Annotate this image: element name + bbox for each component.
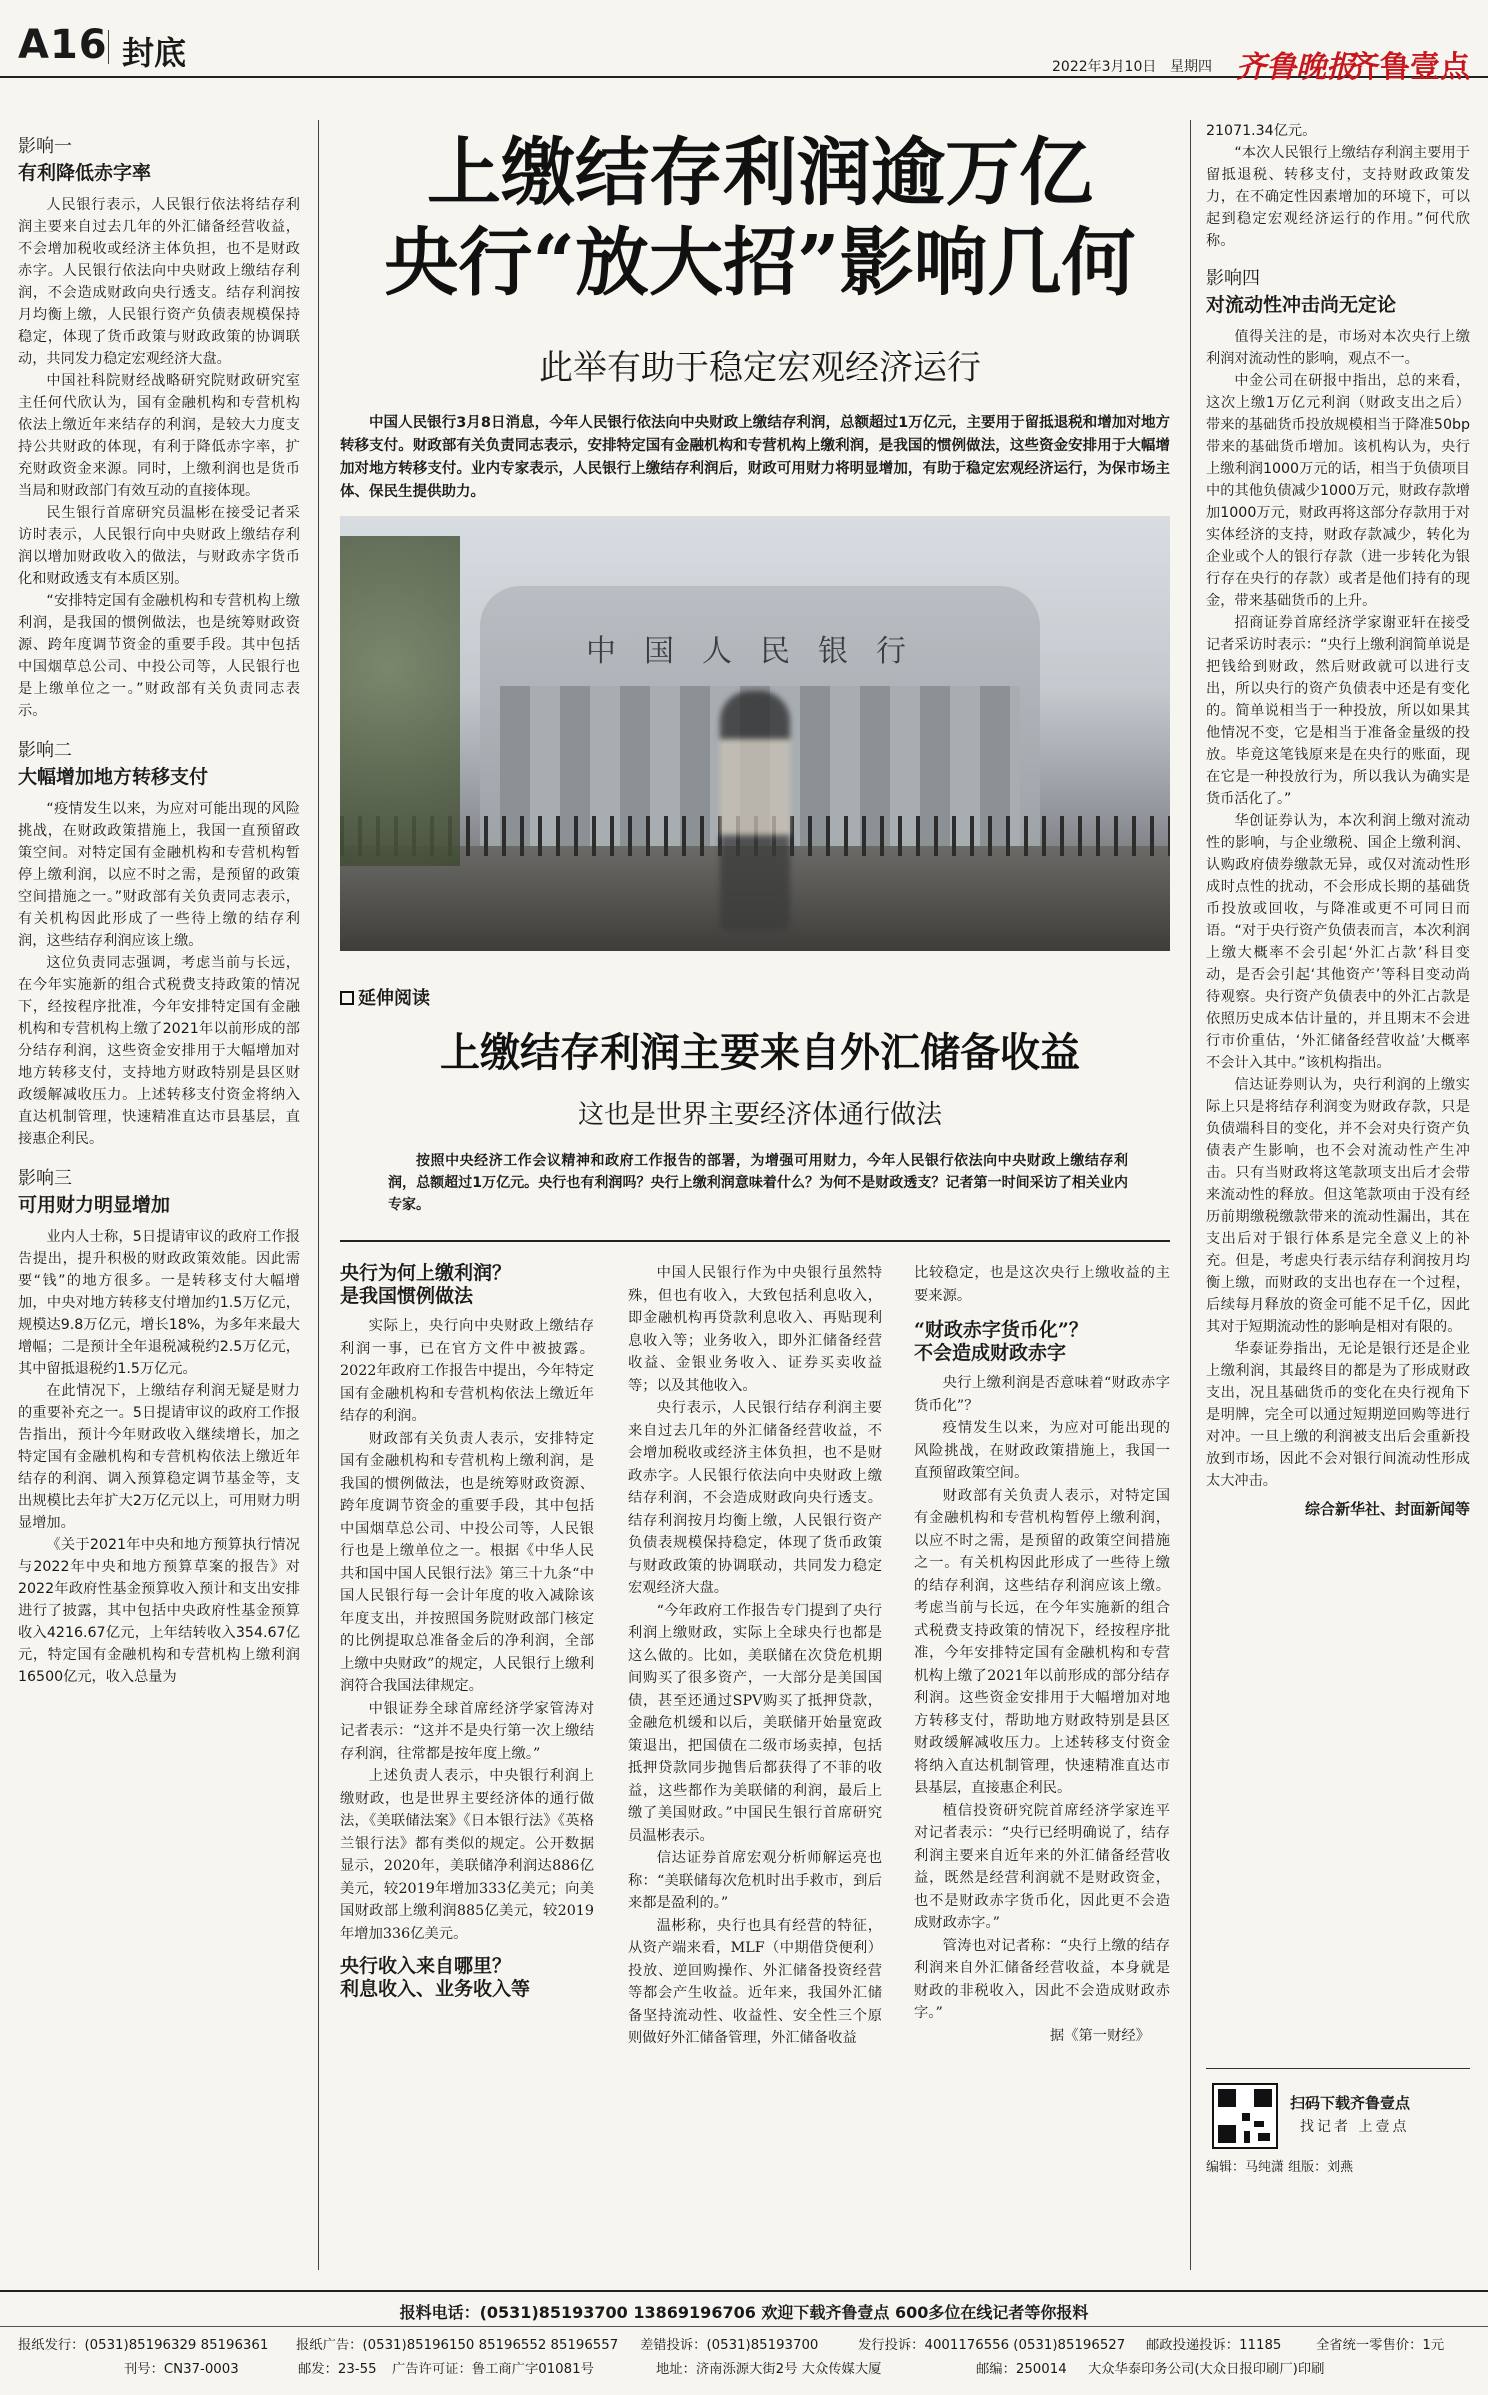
footer-info: 地址：济南泺源大街2号 大众传媒大厦 <box>656 2362 882 2377</box>
footer-info: 差错投诉：(0531)85193700 <box>640 2338 819 2353</box>
headline-line-1: 上缴结存利润逾万亿 <box>427 130 1093 216</box>
paragraph: 实际上，央行向中央财政上缴结存利润一事，已在官方文件中被披露。2022年政府工作报告中提出，今年特定国有金融机构和专营机构依法上缴近年结存的利润。 <box>340 1318 594 1424</box>
article-source: 据《第一财经》 <box>1049 2027 1150 2044</box>
section-heading: 对流动性冲击尚无定论 <box>1206 294 1397 316</box>
paragraph: 上述负责人表示，中央银行利润上缴财政，也是世界主要经济体的通行做法，《美联储法案》《日本银行法》《英格兰银行法》都有类似的规定。公开数据显示，2020年，美联储净利润达886亿美元，较2019年增加333亿美元；向美国财政部上缴利润885亿美元，较2019年增加336亿美元。 <box>340 1768 594 1942</box>
paragraph: 人民银行表示，人民银行依法将结存利润主要来自过去几年的外汇储备经营收益，不会增加税收或经济主体负担，也不是财政赤字。人民银行依法向中央财政上缴结存利润，不会造成财政向央行透支。结存利润按月均衡上缴，人民银行资产负债表规模保持稳定，体现了货币政策与财政政策的协调联动，共同发力稳定宏观经济大盘。 <box>18 197 300 367</box>
section-kicker: 影响二 <box>18 740 72 761</box>
footer-info: 广告许可证：鲁工商广字01081号 <box>392 2362 594 2377</box>
headline-line-2: 央行“放大招”影响几何 <box>384 220 1136 306</box>
paragraph: 民生银行首席研究员温彬在接受记者采访时表示，人民银行向中央财政上缴结存利润以增加财政收入的做法，与财政赤字货币化和财政透支有本质区别。 <box>18 505 300 587</box>
page-header <box>0 0 1488 85</box>
paragraph: 值得关注的是，市场对本次央行上缴利润对流动性的影响，观点不一。 <box>1206 329 1470 367</box>
qr-code[interactable] <box>1212 2083 1278 2149</box>
paragraph: 21071.34亿元。 <box>1206 123 1317 139</box>
divider <box>340 1240 1170 1242</box>
paragraph: 央行表示，人民银行结存利润主要来自过去几年的外汇储备经营收益，不会增加税收或经济主体负担，也不是财政赤字。人民银行依法向中央财政上缴结存利润，不会造成财政向央行透支。结存利润按月均衡上缴，人民银行资产负债表规模保持稳定，体现了货币政策与财政政策的协调联动，共同发力稳定宏观经济大盘。 <box>628 1400 882 1596</box>
square-icon <box>340 991 354 1005</box>
answer-heading: 利息收入、业务收入等 <box>340 1977 531 2000</box>
column-rule <box>1190 120 1191 2270</box>
tree <box>340 536 460 866</box>
paragraph: 财政部有关负责人表示，安排特定国有金融机构和专营机构上缴利润，是我国的惯例做法，也是统筹财政资源、跨年度调节资金的重要手段，其中包括中国烟草总公司、中投公司等，人民银行也是上缴单位之一。根据《中华人民共和国中国人民银行法》第三十九条“中国人民银行每一会计年度的收入减除该年度支出，并按照国务院财政部门核定的比例提取总准备金后的净利润，全部上缴中央财政”的规定，人民银行上缴利润符合我国法律规定。 <box>340 1430 594 1694</box>
page-footer <box>0 2290 1488 2395</box>
paragraph: 管涛也对记者称：“央行上缴的结存利润来自外汇储备经营收益，本身就是财政的非税收入，因此不会造成财政赤字。” <box>914 1937 1170 2021</box>
pedestrian <box>720 691 790 931</box>
headline-subtitle: 此举有助于稳定宏观经济运行 <box>539 348 981 388</box>
paragraph: 《关于2021年中央和地方预算执行情况与2022年中央和地方预算草案的报告》对2022年政府性基金预算收入预计和支出安排进行了披露，其中包括中央政府性基金预算收入4216.67亿元，上年结转收入354.67亿元，特定国有金融机构和专营机构上缴利润16500亿元，收入总量为 <box>18 1537 300 1685</box>
footer-info: 发行投诉：4001176556 (0531)85196527 <box>858 2338 1126 2353</box>
page-number: A16 <box>18 22 108 68</box>
paragraph: 信达证券首席宏观分析师解运亮也称：“美联储每次危机时出手救市，到后来都是盈利的。” <box>628 1850 882 1911</box>
divider <box>1206 2068 1470 2069</box>
section-heading: 大幅增加地方转移支付 <box>18 766 209 788</box>
footer-info: 全省统一零售价：1元 <box>1316 2338 1445 2353</box>
qr-caption: 扫码下载齐鲁壹点 <box>1290 2094 1411 2112</box>
answer-heading: 不会造成财政赤字 <box>914 1341 1067 1364</box>
footer-info: 邮发：23-55 <box>298 2362 377 2377</box>
section-heading: 有利降低赤字率 <box>18 162 152 184</box>
paragraph: 温彬称，央行也具有经营的特征，从资产端来看，MLF（中期借贷便利）投放、逆回购操作、外汇储备投资经营等都会产生收益。近年来，我国外汇储备坚持流动性、收益性、安全性三个原则做好外汇储备管理，外汇储备收益 <box>628 1917 882 2046</box>
section-kicker: 影响三 <box>18 1168 72 1189</box>
divider <box>0 2326 1488 2327</box>
paragraph: 招商证券首席经济学家谢亚轩在接受记者采访时表示：“央行上缴利润简单说是把钱给到财政，然后财政就可以进行支出，所以央行的资产负债表中还是有变化的。简单说相当于一种投放，所以如果其他情况不变，它是相当于准备金量级的投放。毕竟这笔钱原来是在央行的账面，现在它是一种投放行为，所以我认为确实是货币活化了。” <box>1206 615 1470 807</box>
extended-lead: 按照中央经济工作会议精神和政府工作报告的部署，为增强可用财力，今年人民银行依法向中央财政上缴结存利润，总额超过1万亿元。央行也有利润吗？央行上缴利润意味着什么？为何不是财政透支？记者第一时间采访了相关业内专家。 <box>388 1153 1128 1213</box>
editor-credit: 编辑：马纯潇 组版：刘燕 <box>1206 2160 1354 2175</box>
paragraph: 疫情发生以来，为应对可能出现的风险挑战，在财政政策措施上，我国一直预留政策空间。 <box>914 1420 1170 1481</box>
issue-weekday: 星期四 <box>1170 59 1212 75</box>
paragraph: 央行上缴利润是否意味着“财政赤字货币化”？ <box>914 1375 1170 1414</box>
paragraph: 财政部有关负责人表示，对特定国有金融机构和专营机构暂停上缴利润，以应不时之需，是预留的政策空间措施之一。有关机构因此形成了一些待上缴的结存利润，这些结存利润应该上缴。考虑当前与长远，在今年实施新的组合式税费支持政策的情况下，经按程序批准，今年安排特定国有金融机构和专营机构上缴了2021年以前形成的部分结存利润。这些资金安排用于大幅增加对地方转移支付，帮助地方财政特别是县区财政缓解减收压力。上述转移支付资金将纳入直达机制管理，快速精准直达市县基层，直接惠企利民。 <box>914 1487 1170 1796</box>
paragraph: 植信投资研究院首席经济学家连平对记者表示：“央行已经明确说了，结存利润主要来自近年来的外汇储备经营收益，既然是经营利润就不是财政资金，也不是财政赤字货币化，因此更不会造成财政赤字。” <box>914 1802 1170 1931</box>
footer-info: 刊号：CN37-0003 <box>124 2362 239 2377</box>
section-name: 封底 <box>122 34 187 72</box>
app-logo: 齐鲁壹点 <box>1350 50 1470 85</box>
qr-subcaption: 找记者 上壹点 <box>1300 2119 1410 2135</box>
section-kicker: 影响一 <box>18 136 72 157</box>
building-sign: 中国人民银行 <box>586 634 934 669</box>
paragraph: 中国人民银行作为中央银行虽然特殊，但也有收入，大致包括利息收入，即金融机构再贷款利息收入、再贴现利息收入等；业务收入，即外汇储备经营收益、金银业务收入、证券买卖收益等；以及其他收入。 <box>628 1265 882 1394</box>
paragraph: 中金公司在研报中指出，总的来看，这次上缴1万亿元利润（财政支出之后）带来的基础货币投放规模相当于降准50bp带来的基础货币增加。该机构认为，央行上缴利润1000万元的话，相当于负债项目中的其他负债减少1000万元，财政存款增加1000万元，财政再将这部分存款用于对实体经济的支持，财政存款减少，转化为企业或个人的银行存款（进一步转化为银行存在央行的存款）或者是他们持有的现金，带来基础货币的上升。 <box>1206 373 1470 609</box>
paragraph: 在此情况下，上缴结存利润无疑是财力的重要补充之一。5日提请审议的政府工作报告指出，预计今年财政收入继续增长，加之特定国有金融机构和专营机构依法上缴近年结存的利润、调入预算稳定调节基金等，支出规模比去年扩大2万亿元以上，可用财力明显增加。 <box>18 1383 300 1531</box>
footer-info: 报纸广告：(0531)85196150 85196552 85196557 <box>296 2338 619 2353</box>
paragraph: 中国社科院财经战略研究院财政研究室主任何代欣认为，国有金融机构和专营机构依法上缴近年来结存的利润，是较大力度支持公共财政的体现，有利于降低赤字率，扩充财政资金来源。同时，上缴利润也是货币当局和财政部门有效互动的直接体现。 <box>18 373 300 499</box>
newspaper-logo: 齐鲁晚报 <box>1236 50 1356 85</box>
footer-info: 邮政投递投诉：11185 <box>1146 2338 1282 2353</box>
paragraph: “疫情发生以来，为应对可能出现的风险挑战，在财政政策措施上，我国一直预留政策空间。对特定国有金融机构和专营机构暂停上缴利润，以应不时之需，是预留的政策空间措施之一。”财政部有关负责同志表示，有关机构因此形成了一些待上缴的结存利润，这些结存利润应该上缴。 <box>18 801 300 949</box>
divider <box>108 30 109 64</box>
footer-info: 邮编：250014 <box>976 2362 1067 2377</box>
lead-paragraph: 中国人民银行3月8日消息，今年人民银行依法向中央财政上缴结存利润，总额超过1万亿元，主要用于留抵退税和增加对地方转移支付。财政部有关负责同志表示，安排特定国有金融机构和专营机构上缴利润，是我国的惯例做法，这些资金安排用于大幅增加对地方转移支付。业内专家表示，人民银行上缴结存利润后，财政可用财力将明显增加，有助于稳定宏观经济运行，为保市场主体、保民生提供助力。 <box>340 415 1170 500</box>
paragraph: 这位负责同志强调，考虑当前与长远，在今年实施新的组合式税费支持政策的情况下，经按程序批准，今年安排特定国有金融机构和专营机构上缴了2021年以前形成的部分结存利润，这些资金安排用于大幅增加对地方转移支付，支持地方财政特别是县区财政缓解减收压力。上述转移支付资金将纳入直达机制管理，快速精准直达市县基层，直接惠企利民。 <box>18 955 300 1147</box>
issue-date: 2022年3月10日 <box>1052 59 1157 75</box>
extended-subtitle: 这也是世界主要经济体通行做法 <box>577 1100 942 1130</box>
news-photo <box>340 516 1170 951</box>
answer-heading: 是我国惯例做法 <box>340 1284 474 1307</box>
footer-info: 报纸发行：(0531)85196329 85196361 <box>18 2338 269 2353</box>
paragraph: “安排特定国有金融机构和专营机构上缴利润，是我国的惯例做法，也是统筹财政资源、跨年度调节资金的重要手段。其中包括中国烟草总公司、中投公司等，人民银行也是上缴单位之一。”财政部有关负责同志表示。 <box>18 593 300 719</box>
byline: 综合新华社、封面新闻等 <box>1304 1500 1470 1518</box>
article-column-2 <box>628 1262 882 2050</box>
paragraph: 信达证券则认为，央行利润的上缴实际上只是将结存利润变为财政存款，只是负债端科目的变化，并不会对央行资产负债表产生影响，也不会对流动性产生冲击。只有当财政将这笔款项支出后才会带来流动性的释放。但这笔款项由于没有经历前期缴税缴款带来的流动性漏出，其在支出后对于银行体系是完全意义上的补充。但是，考虑央行表示结存利润按月均衡上缴，而财政的支出也存在一个过程，后续每月释放的资金可能不足千亿，因此其对于短期流动性的影响是相对有限的。 <box>1206 1077 1470 1335</box>
paragraph: 业内人士称，5日提请审议的政府工作报告提出，提升积极的财政政策效能。因此需要“钱”的地方很多。一是转移支付大幅增加，中央对地方转移支付增加约1.5万亿元，规模达9.8万亿元，增长18%，为多年来最大增幅；二是预计全年退税减税约2.5万亿元，其中留抵退税约1.5万亿元。 <box>18 1229 300 1377</box>
paragraph: 中银证券全球首席经济学家管涛对记者表示：“这并不是央行第一次上缴结存利润，往常都是按年度上缴。” <box>340 1700 594 1762</box>
article-column-3 <box>914 1262 1170 2047</box>
extended-headline: 上缴结存利润主要来自外汇储备收益 <box>440 1029 1080 1076</box>
paragraph: 华泰证券指出，无论是银行还是企业上缴利润，其最终目的都是为了形成财政支出，况且基础货币的变化在央行视角下是明牌，完全可以通过短期逆回购等进行对冲。一旦上缴的利润被支出后会重新投放到市场，因此不会对银行间流动性形成太大冲击。 <box>1206 1341 1470 1489</box>
question-heading: “财政赤字货币化”？ <box>914 1319 1088 1341</box>
column-rule <box>318 120 319 2270</box>
question-heading: 央行收入来自哪里？ <box>340 1955 512 1977</box>
side-column-left <box>18 134 300 1688</box>
footer-info: 大众华泰印务公司(大众日报印刷厂)印刷 <box>1088 2362 1325 2377</box>
extended-reading-label: 延伸阅读 <box>358 988 430 1009</box>
paragraph: 华创证券认为，本次利润上缴对流动性的影响，与企业缴税、国企上缴利润、认购政府债券缴款无异，或仅对流动性形成时点性的扰动，不会形成长期的基础货币投放或回收，与降准或更不可同日而语。“对于央行资产负债表而言，本次利润上缴大概率不会引起‘外汇占款’科目变动，是否会引起‘其他资产’等科目变动尚待观察。央行资产负债表中的外汇占款是依照历史成本估计量的，并且期末不会进行市价重估，‘外汇储备经营收益’大概率不会计入其中。”该机构指出。 <box>1206 813 1470 1071</box>
side-column-right <box>1206 120 1470 1520</box>
section-heading: 可用财力明显增加 <box>18 1194 171 1216</box>
section-kicker: 影响四 <box>1206 268 1260 289</box>
paragraph: 比较稳定，也是这次央行上缴收益的主要来源。 <box>914 1265 1170 1304</box>
question-heading: 央行为何上缴利润？ <box>340 1262 512 1284</box>
paragraph: “今年政府工作报告专门提到了央行利润上缴财政，实际上全球央行也都是这么做的。比如，美联储在次贷危机期间购买了很多资产，一大部分是美国国债，甚至还通过SPV购买了抵押贷款，金融危机缓和以后，美联储开始量宽政策退出，把国债在二级市场卖掉，包括抵押贷款同步抛售后都获得了不菲的收益，这些都作为美联储的利润，最后上缴了美国财政。”中国民生银行首席研究员温彬表示。 <box>628 1602 882 1844</box>
hotline-banner: 报料电话：(0531)85193700 13869196706 欢迎下载齐鲁壹点 600多位在线记者等你报料 <box>399 2303 1089 2322</box>
extended-reading-tag <box>340 984 430 1010</box>
paragraph: “本次人民银行上缴结存利润主要用于留抵退税、转移支付，支持财政政策发力，在不确定性因素增加的环境下，可以起到稳定宏观经济运行的作用。”何代欣称。 <box>1206 145 1470 249</box>
article-column-1 <box>340 1262 594 2000</box>
